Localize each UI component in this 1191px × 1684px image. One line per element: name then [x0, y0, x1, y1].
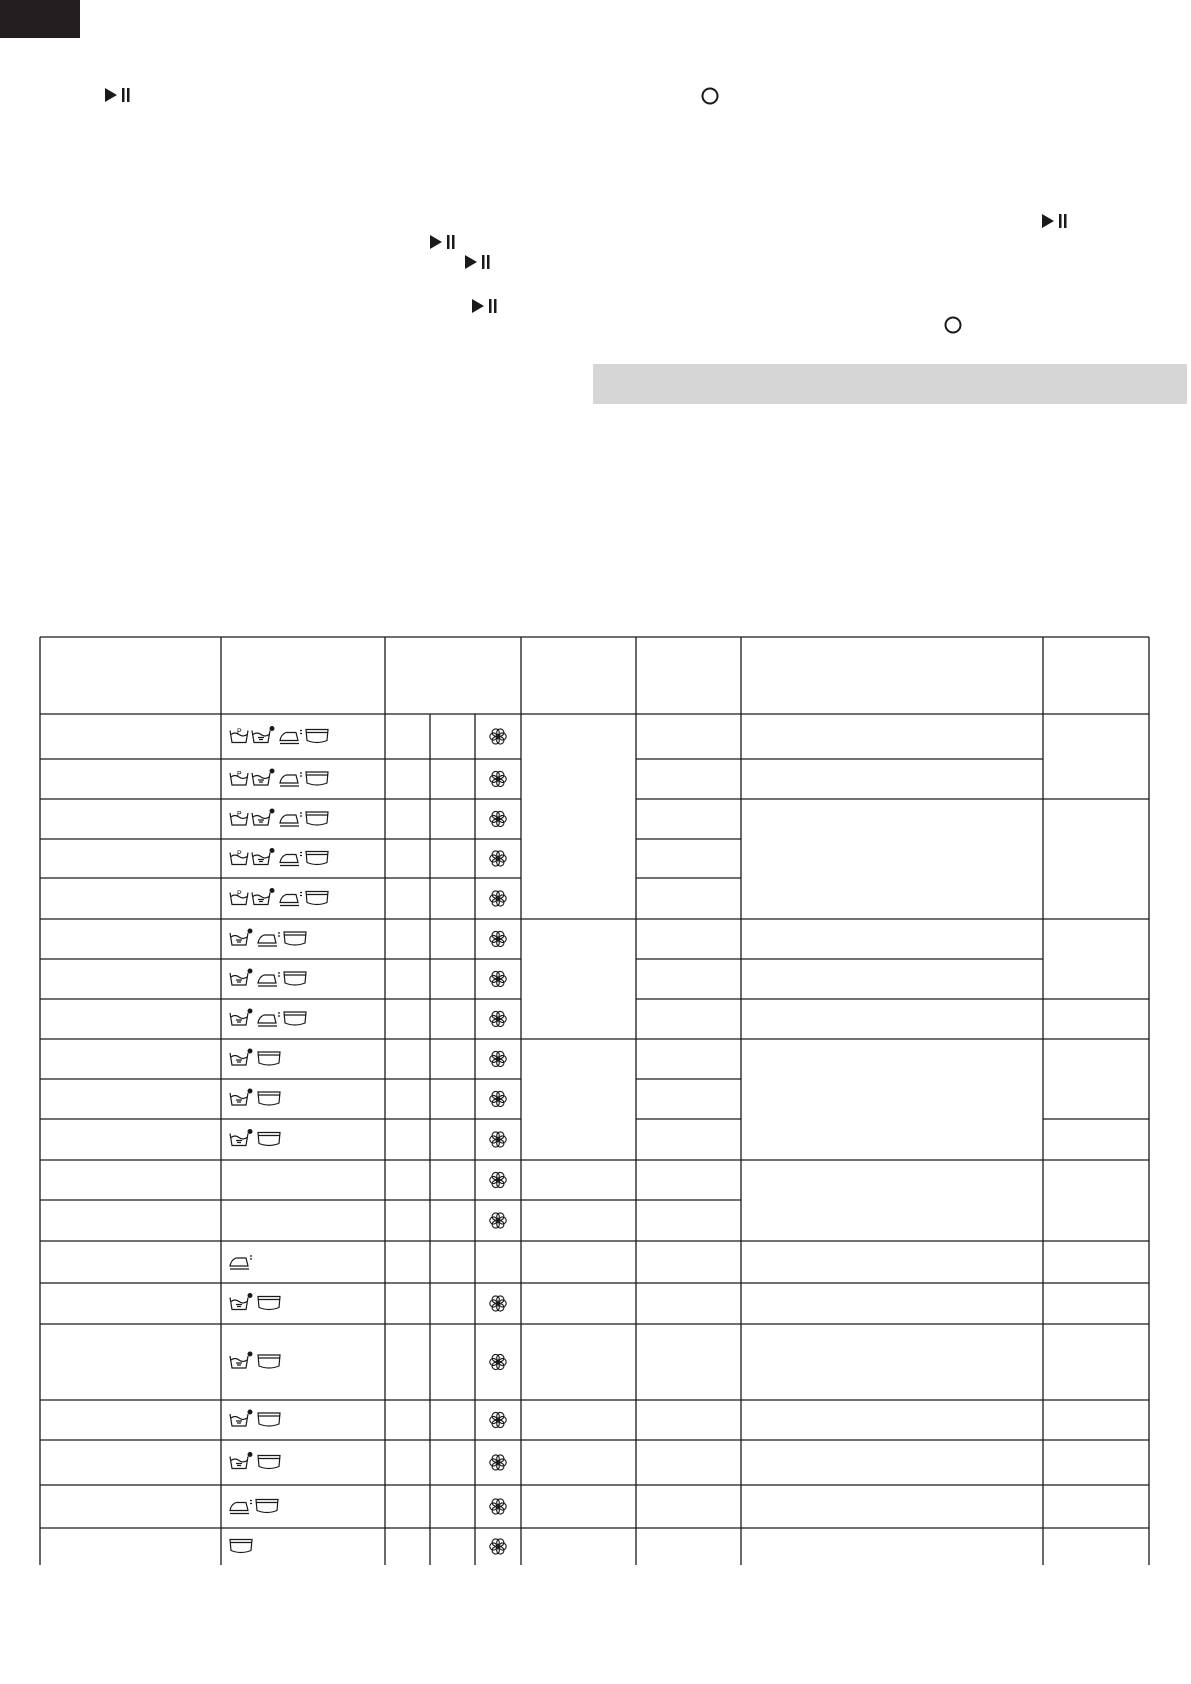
fan-flower-icon — [490, 1132, 506, 1147]
fan-flower-icon — [490, 1539, 506, 1554]
wash-basin-f-icon — [230, 1129, 253, 1146]
wash-basin-p-icon — [230, 891, 248, 905]
fan-flower-icon — [490, 811, 506, 826]
iron-icon — [230, 1501, 252, 1514]
tumble-dryer-icon — [258, 1355, 280, 1368]
iron-icon — [258, 1013, 280, 1026]
wash-basin-f-icon — [230, 969, 253, 986]
tumble-dryer-icon — [284, 932, 306, 945]
wash-basin-f-icon — [230, 1049, 253, 1066]
tumble-dryer-icon — [284, 972, 306, 985]
wash-basin-p-icon — [230, 729, 248, 743]
svg-text:P: P — [237, 811, 242, 818]
wash-basin-p-icon — [230, 771, 248, 785]
tumble-dryer-icon — [230, 1540, 252, 1553]
tumble-dryer-icon — [258, 1133, 280, 1146]
tumble-dryer-icon — [258, 1052, 280, 1065]
fan-flower-icon — [490, 729, 506, 744]
fan-flower-icon — [490, 1296, 506, 1311]
wash-basin-f-icon — [230, 1452, 253, 1469]
iron-icon — [230, 1256, 252, 1269]
iron-icon — [258, 973, 280, 986]
tumble-dryer-icon — [306, 772, 328, 785]
tumble-dryer-icon — [306, 852, 328, 865]
wash-basin-f-icon — [230, 1089, 253, 1106]
wash-basin-f-icon — [230, 1009, 253, 1026]
wash-basin-f-icon — [230, 929, 253, 946]
iron-icon — [258, 933, 280, 946]
svg-text:P: P — [237, 771, 242, 778]
fan-flower-icon — [490, 971, 506, 986]
iron-icon — [280, 731, 302, 744]
iron-icon — [280, 773, 302, 786]
fan-flower-icon — [490, 1213, 506, 1228]
fan-flower-icon — [490, 1499, 506, 1514]
fan-flower-icon — [490, 891, 506, 906]
wash-basin-f-icon — [252, 809, 275, 826]
fan-flower-icon — [490, 851, 506, 866]
tumble-dryer-icon — [258, 1092, 280, 1105]
tumble-dryer-icon — [258, 1456, 280, 1469]
tumble-dryer-icon — [284, 1012, 306, 1025]
svg-text:P: P — [237, 728, 242, 736]
fan-flower-icon — [490, 931, 506, 946]
fan-flower-icon — [490, 771, 506, 786]
wash-basin-p-icon — [230, 811, 248, 825]
fan-flower-icon — [490, 1051, 506, 1066]
tumble-dryer-icon — [256, 1500, 278, 1513]
svg-text:P: P — [237, 850, 242, 858]
iron-icon — [280, 893, 302, 906]
fan-flower-icon — [490, 1455, 506, 1470]
wash-basin-f-icon — [252, 848, 275, 865]
tumble-dryer-icon — [306, 730, 328, 743]
svg-text:P: P — [237, 890, 242, 898]
fan-flower-icon — [490, 1354, 506, 1369]
wash-basin-f-icon — [252, 769, 275, 786]
wash-basin-f-icon — [252, 888, 275, 905]
fan-flower-icon — [490, 1011, 506, 1026]
wash-basin-f-icon — [230, 1410, 253, 1427]
wash-basin-f-icon — [230, 1293, 253, 1310]
fan-flower-icon — [490, 1412, 506, 1427]
tumble-dryer-icon — [258, 1297, 280, 1310]
iron-icon — [280, 853, 302, 866]
wash-basin-f-icon — [252, 726, 275, 743]
fan-flower-icon — [490, 1091, 506, 1106]
wash-basin-p-icon — [230, 851, 248, 865]
tumble-dryer-icon — [258, 1413, 280, 1426]
tumble-dryer-icon — [306, 892, 328, 905]
tumble-dryer-icon — [306, 812, 328, 825]
iron-icon — [280, 813, 302, 826]
wash-basin-f-icon — [230, 1352, 253, 1369]
fan-flower-icon — [490, 1172, 506, 1187]
